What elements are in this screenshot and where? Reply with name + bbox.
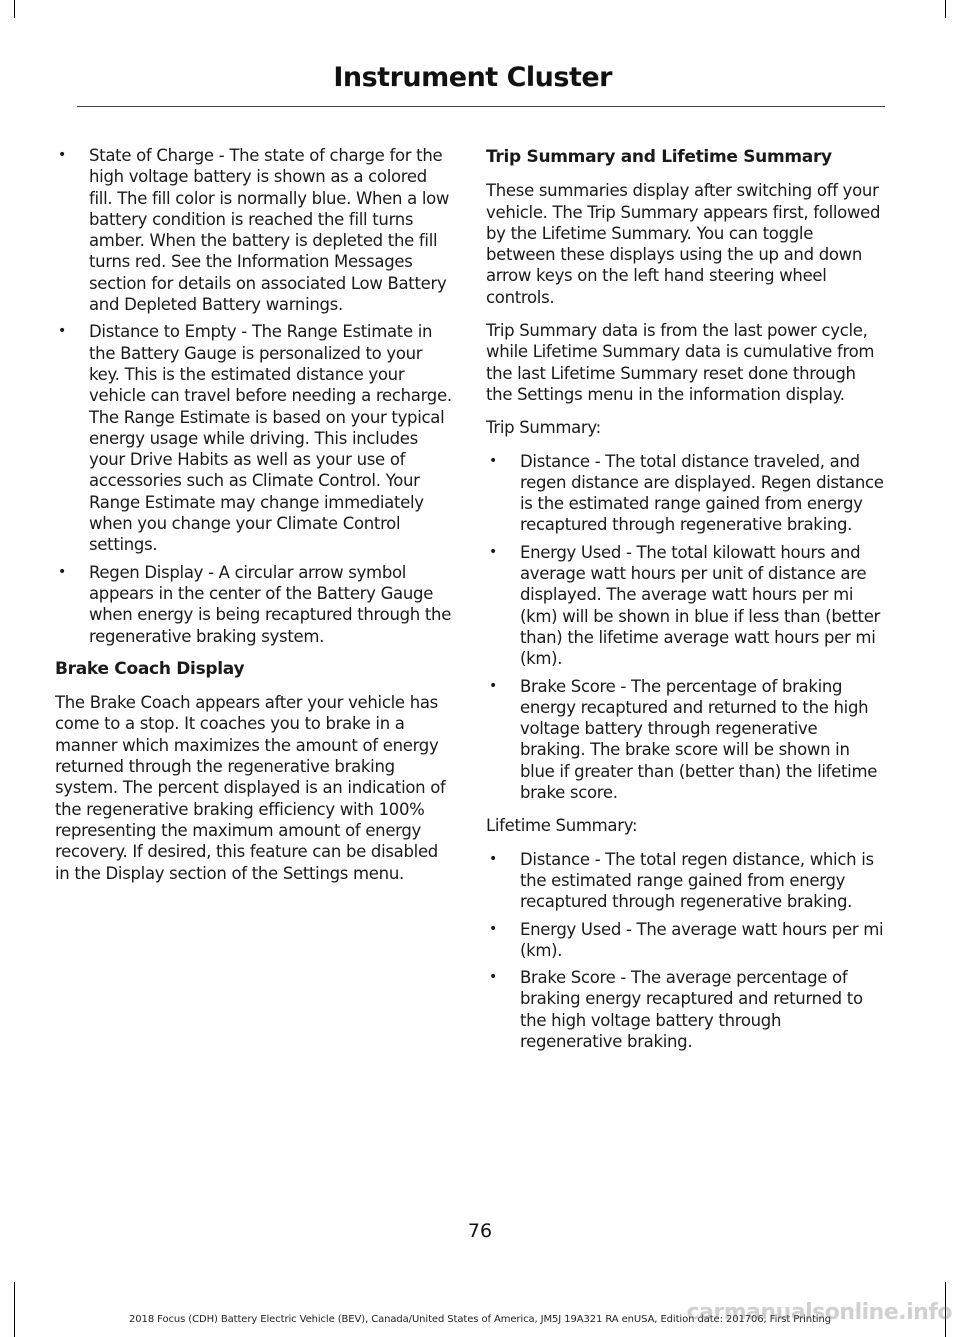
list-item: • Brake Score - The average percentage of braking energy recaptured and returned to the high voltage battery through regenerative braking. [486,967,884,1052]
lifetime-summary-label: Lifetime Summary: [486,816,638,836]
summary-data-paragraph: Trip Summary data is from the last power cycle, while Lifetime Summary data is cumulative from the last Lifetime Summary reset done through the Settings menu in the information display. [486,321,875,404]
list-item: • Regen Display - A circular arrow symbol appears in the center of the Battery Gauge when energy is being recaptured through the regenerative braking system. [55,562,453,647]
header-divider [77,106,885,107]
edition-footer: 2018 Focus (CDH) Battery Electric Vehicle (BEV), Canada/United States of America, JM5J 19A321 RA enUSA, Edition date: 201706, First Printing [129,1314,831,1325]
list-item: • Distance - The total distance traveled, and regen distance are displayed. Regen distance is the estimated range gained from energy recaptured through regenerative braking. [486,451,884,536]
left-column [55,145,453,896]
crop-mark-top-right [945,0,946,18]
right-column [486,147,884,1058]
lifetime-summary-list [486,849,884,1053]
page-number: 76 [467,1220,493,1242]
section-heading-trip-summary: Trip Summary and Lifetime Summary [486,147,832,167]
trip-summary-label: Trip Summary: [486,418,601,438]
list-item: • Distance to Empty - The Range Estimate in the Battery Gauge is personalized to your key. This is the estimated distance your vehicle can travel before needing a recharge. The Range Estimate is based on your typical energy usage while driving. This includes your Drive Habits as well as your use of accessories such as Climate Control. Your Range Estimate may change immediately when you change your Climate Control settings. [55,321,453,555]
watermark: carmanualsonline.info [686,1300,952,1325]
crop-mark-bottom-left [14,1282,15,1337]
summary-paragraph: These summaries display after switching off your vehicle. The Trip Summary appears first, followed by the Lifetime Summary. You can toggle between these displays using the up and down arrow keys on the left hand steering wheel controls. [486,181,881,307]
brake-coach-paragraph: The Brake Coach appears after your vehicle has come to a stop. It coaches you to brake in a manner which maximizes the amount of energy returned through the regenerative braking system. The percent displayed is an indication of the regenerative braking efficiency with 100% representing the maximum amount of energy recovery. If desired, this feature can be disabled in the Display section of the Settings menu. [55,693,446,883]
list-item: • Brake Score - The percentage of braking energy recaptured and returned to the high voltage battery through regenerative braking. The brake score will be shown in blue if greater than (better than) the lifetime brake score. [486,676,884,804]
list-item: • Energy Used - The total kilowatt hours and average watt hours per unit of distance are displayed. The average watt hours per mi (km) will be shown in blue if less than (better than) the lifetime average watt hours per mi (km). [486,542,884,670]
page-title: Instrument Cluster [333,62,612,93]
trip-summary-list [486,451,884,804]
list-item: • State of Charge - The state of charge for the high voltage battery is shown as a colored fill. The fill color is normally blue. When a low battery condition is reached the fill turns amber. When the battery is depleted the fill turns red. See the Information Messages section for details on associated Low Battery and Depleted Battery warnings. [55,145,453,315]
list-item: • Distance - The total regen distance, which is the estimated range gained from energy recaptured through regenerative braking. [486,849,884,913]
list-item: • Energy Used - The average watt hours per mi (km). [486,919,884,962]
crop-mark-top-left [14,0,15,18]
feature-bullet-list [55,145,453,647]
section-heading-brake-coach: Brake Coach Display [55,658,245,679]
